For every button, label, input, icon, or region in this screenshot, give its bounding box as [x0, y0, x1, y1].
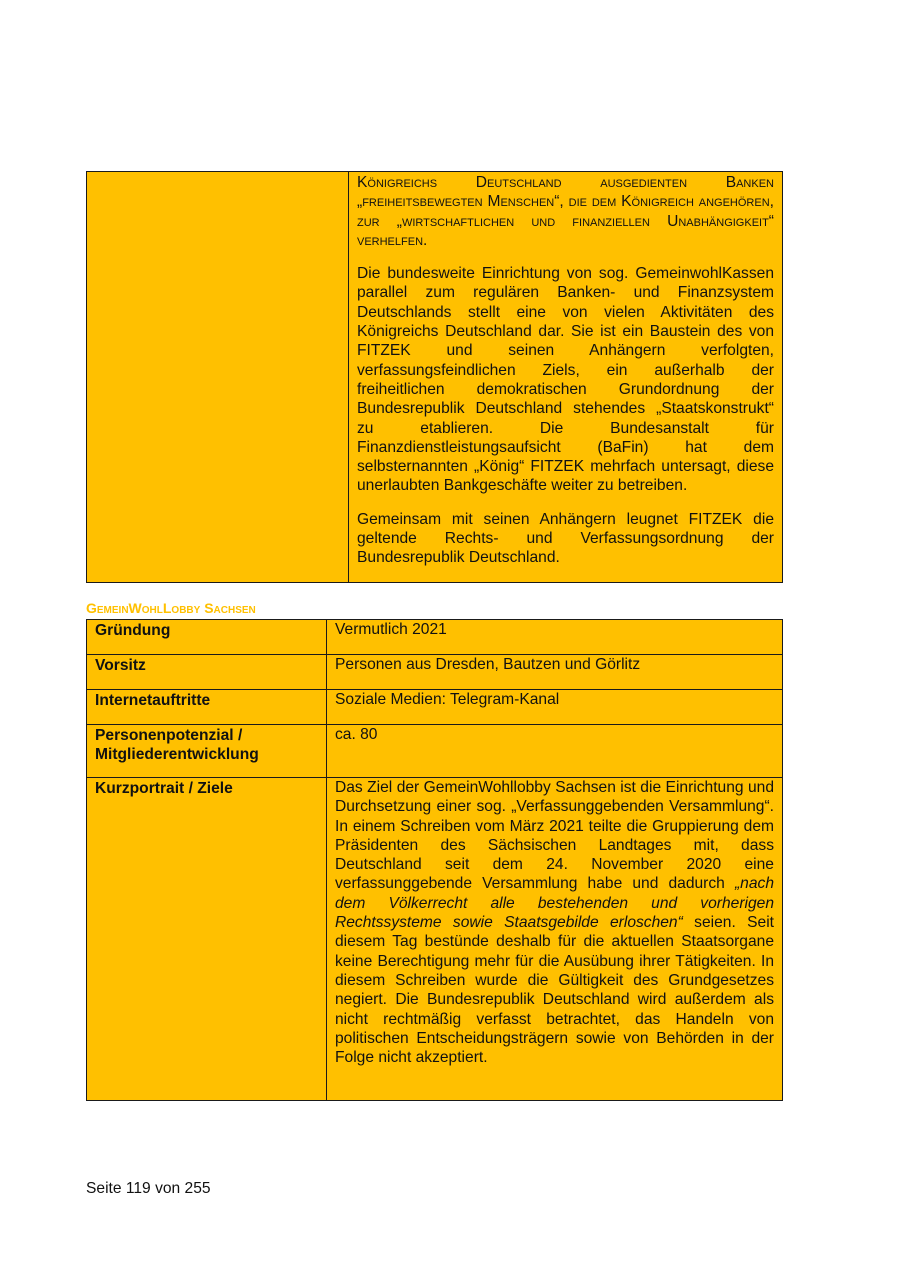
empty-label-cell: [87, 172, 349, 583]
row-value: Personen aus Dresden, Bautzen und Görlitz: [327, 655, 783, 690]
row-value: Vermutlich 2021: [327, 620, 783, 655]
table-row: [87, 690, 783, 725]
paragraph-text: Königreichs Deutschland ausgedienten Banken „freiheitsbewegten Menschen“, die dem Königreich angehören, zur „wirtschaftlichen und finanziellen Unabhängigkeit“ verhelfen.: [357, 174, 774, 249]
portrait-text: Das Ziel der GemeinWohllobby Sachsen ist die Einrichtung und Durchsetzung einer sog. „Verfassunggebenden Versammlung“. In einem Schreiben vom März 2021 teilte die Gruppierung dem Präsidenten des Sächsischen Landtages mit, dass Deutschland seit dem 24. November 2020 eine verfassunggebende Versammlung habe und dadurch: [335, 779, 774, 893]
table-row: [87, 172, 783, 583]
row-label: Gründung: [87, 620, 327, 655]
section-heading: GemeinWohlLobby Sachsen: [86, 600, 256, 616]
row-value: ca. 80: [327, 725, 783, 778]
organization-profile-table: [86, 619, 783, 1101]
paragraph: Die bundesweite Einrichtung von sog. GemeinwohlKassen parallel zum regulären Banken- und Finanzsystem Deutschlands stellt eine von vielen Aktivitäten des Königreichs Deutschland dar. Sie ist ein Baustein des von FITZEK und seinen Anhängern verfolgten, verfassungsfeindlichen Ziels, ein außerhalb der freiheitlichen demokratischen Grundordnung der Bundesrepublik Deutschland stehendes „Staatskonstrukt“ zu etablieren. Die Bundesanstalt für Finanzdienstleistungsaufsicht (BaFin) hat dem selbsternannten „König“ FITZEK mehrfach untersagt, diese unerlaubten Bankgeschäfte weiter zu betreiben.: [357, 265, 774, 495]
description-cell: [349, 172, 783, 583]
row-value: Soziale Medien: Telegram-Kanal: [327, 690, 783, 725]
continued-profile-table: [86, 171, 783, 583]
table-row: [87, 725, 783, 778]
row-label: Vorsitz: [87, 655, 327, 690]
portrait-text: seien. Seit diesem Tag bestünde deshalb für die aktuellen Staatsorgane keine Berechtigung mehr für die Ausübung ihrer Tätigkeiten. In diesem Schreiben wurde die Gültigkeit des Grundgesetzes negiert. Die Bundesrepublik Deutschland wird außerdem als nicht rechtmäßig verfasst betrachtet, das Handeln von politischen Entscheidungsträgern sowie von Behörden in der Folge nicht akzeptiert.: [335, 914, 774, 1067]
paragraph: Gemeinsam mit seinen Anhängern leugnet FITZEK die geltende Rechts- und Verfassungsordnung der Bundesrepublik Deutschland.: [357, 510, 774, 567]
row-label: Kurzportrait / Ziele: [87, 778, 327, 1101]
portrait-quote: „nach dem Völkerrecht alle bestehenden und vorherigen Rechtssysteme sowie Staatsgebilde erloschen“: [335, 875, 774, 932]
table-row: [87, 778, 783, 1101]
page-number: Seite 119 von 255: [86, 1180, 211, 1197]
row-label: Internetauftritte: [87, 690, 327, 725]
paragraph: [357, 173, 774, 250]
row-value: [327, 778, 783, 1101]
row-label: Personenpotenzial / Mitgliederentwicklung: [87, 725, 327, 778]
table-row: [87, 655, 783, 690]
table-row: [87, 620, 783, 655]
